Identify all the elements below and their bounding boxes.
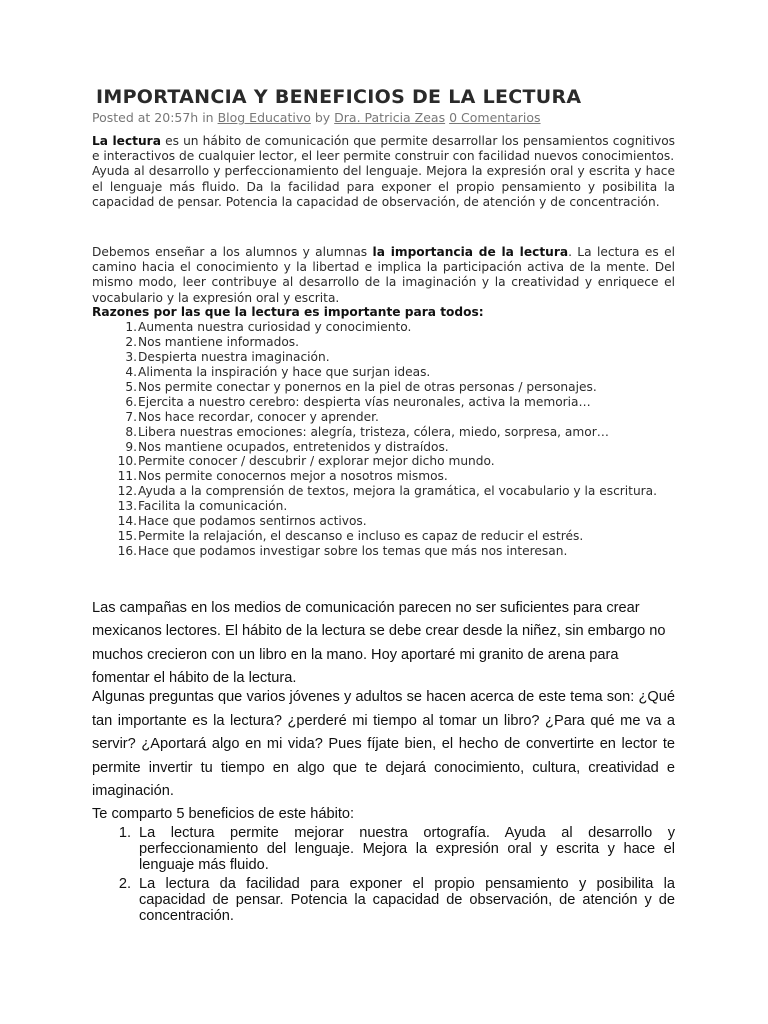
intro-text: es un hábito de comunicación que permite desarrollar los pensamientos cognitivos e interactivos de cualquier lector, el leer permite construir con facilidad nuevos conocimientos. [92, 134, 675, 164]
campaigns-paragraph: Las campañas en los medios de comunicación parecen no ser suficientes para crear mexicanos lectores. El hábito de la lectura se debe crear desde la niñez, sin embargo no muchos crecieron con un libro en la mano. Hoy aportaré mi granito de arena para fomentar el hábito de la lectura. [92, 600, 666, 686]
list-item-number: 15. [117, 529, 137, 544]
reasons-list [92, 320, 675, 559]
list-item-number: 1. [118, 825, 131, 841]
list-item [92, 529, 675, 544]
list-item-number: 14. [117, 514, 137, 529]
list-item-number: 6. [125, 394, 137, 409]
list-item-number: 11. [117, 469, 137, 484]
list-item-number: 16. [117, 544, 137, 559]
list-item-text: Libera nuestras emociones: alegría, tristeza, cólera, miedo, sorpresa, amor… [138, 424, 609, 439]
list-item-text: Hace que podamos investigar sobre los temas que más nos interesan. [138, 544, 568, 559]
list-item-text: Permite la relajación, el descanso e incluso es capaz de reducir el estrés. [138, 529, 584, 544]
list-item-number: 8. [125, 424, 137, 439]
list-item-number: 13. [117, 499, 137, 514]
reasons-heading: Razones por las que la lectura es importante para todos: [92, 305, 484, 319]
post-meta [92, 110, 675, 125]
list-item-text: Nos permite conectar y ponernos en la piel de otras personas / personajes. [138, 379, 597, 394]
list-item-number: 2. [118, 875, 131, 892]
author-link[interactable]: Dra. Patricia Zeas [334, 110, 446, 125]
intro-paragraph [92, 134, 675, 210]
list-item [92, 499, 675, 514]
list-item-text: La lectura da facilidad para exponer el propio pensamiento y posibilita la capacidad de pensar. Potencia la capacidad de observación, de atención y de concentración. [139, 875, 675, 925]
list-item-text: Despierta nuestra imaginación. [138, 349, 330, 364]
list-item-text: Facilita la comunicación. [138, 499, 288, 514]
list-item-text: Alimenta la inspiración y hace que surjan ideas. [138, 364, 431, 379]
list-item-text: Permite conocer / descubrir / explorar mejor dicho mundo. [138, 454, 495, 469]
list-item-text: Aumenta nuestra curiosidad y conocimiento. [138, 320, 412, 334]
list-item-number: 1. [125, 320, 137, 334]
list-item [92, 514, 675, 529]
list-item [92, 484, 675, 499]
list-item [92, 454, 675, 469]
importance-bold: la importancia de la lectura [372, 245, 569, 259]
list-item-text: Nos hace recordar, conocer y aprender. [138, 409, 379, 424]
posted-time: Posted at 20:57h in [92, 110, 218, 125]
intro-text-2: Ayuda al desarrollo y perfeccionamiento del lenguaje. Mejora la expresión oral y escrita y hace el lenguaje más fluido. Da la facilidad para exponer el propio pensamiento y posibilita la capacidad de pensar. Potencia la capacidad de observación, de atención y de concentración. [92, 164, 675, 209]
list-item [92, 440, 675, 455]
list-item-number: 10. [117, 454, 137, 469]
intro-bold-lead: La lectura [92, 134, 161, 148]
by-label: by [310, 110, 335, 125]
list-item [92, 469, 675, 484]
list-item [92, 335, 675, 350]
list-item [92, 350, 675, 365]
list-item [92, 544, 675, 559]
list-item-number: 4. [125, 364, 137, 379]
list-item-text: Ayuda a la comprensión de textos, mejora la gramática, el vocabulario y la escritura. [138, 484, 658, 499]
list-item-text: La lectura permite mejorar nuestra ortografía. Ayuda al desarrollo y perfeccionamiento del lenguaje. Mejora la expresión oral y escrita y hace el lenguaje más fluido. [139, 825, 675, 874]
questions-paragraph: Algunas preguntas que varios jóvenes y adultos se hacen acerca de este tema son: ¿Qué tan importante es la lectura? ¿perderé mi tiempo al tomar un libro? ¿Para qué me va a servir? ¿Aportará algo en mi vida? Pues fíjate bien, el hecho de convertirte en lector te permite invertir tu tiempo en algo que te dejará conocimiento, cultura, creatividad e imaginación. [92, 689, 675, 799]
list-item-text: Hace que podamos sentirnos activos. [138, 514, 367, 529]
importance-paragraph: Debemos enseñar a los alumnos y alumnas la importancia de la lectura. La lectura es el camino hacia el conocimiento y la libertad e implica la participación activa de la mente. Del mismo modo, leer contribuye al desarrollo de la imaginación y la creatividad y enriquece el vocabulario y la expresión oral y escrita. [92, 245, 675, 305]
list-item-number: 7. [125, 409, 137, 424]
benefits-list [92, 825, 675, 926]
list-item-text: Nos permite conocernos mejor a nosotros mismos. [138, 469, 448, 484]
list-item [92, 320, 675, 335]
list-item [92, 425, 675, 440]
comments-link[interactable]: 0 Comentarios [449, 110, 541, 125]
list-item-number: 9. [125, 439, 137, 454]
list-item-text: Ejercita a nuestro cerebro: despierta vías neuronales, activa la memoria… [138, 394, 591, 409]
list-item-number: 3. [125, 349, 137, 364]
article-title: IMPORTANCIA Y BENEFICIOS DE LA LECTURA [96, 86, 582, 108]
list-item-text: Nos mantiene informados. [138, 334, 300, 349]
list-item [92, 395, 675, 410]
list-item-number: 12. [117, 484, 137, 499]
list-item-text: Nos mantiene ocupados, entretenidos y distraídos. [138, 439, 449, 454]
benefits-intro: Te comparto 5 beneficios de este hábito: [92, 806, 355, 822]
list-item [92, 365, 675, 380]
list-item [92, 825, 675, 874]
list-item [92, 380, 675, 395]
category-link[interactable]: Blog Educativo [217, 110, 311, 125]
list-item-number: 5. [125, 379, 137, 394]
list-item [92, 876, 675, 925]
list-item [92, 410, 675, 425]
list-item-number: 2. [125, 334, 137, 349]
